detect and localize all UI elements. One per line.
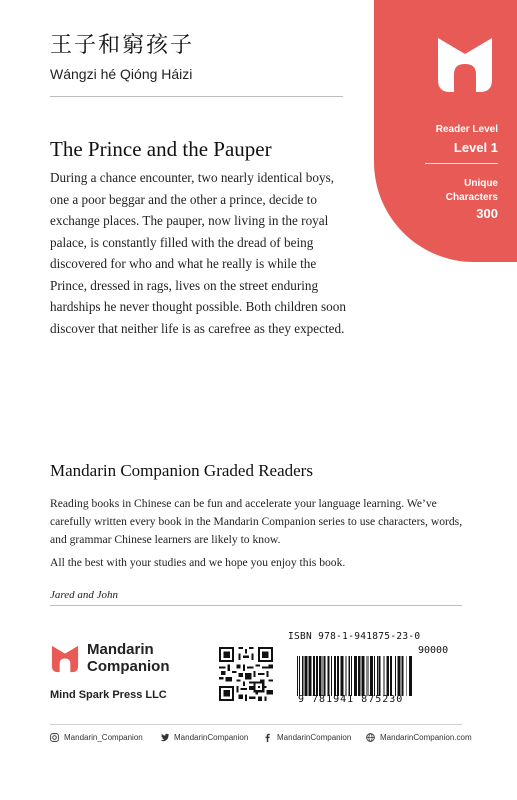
book-title: The Prince and the Pauper [50,137,272,161]
barcode-bars [296,656,456,696]
price-code: 90000 [418,645,449,656]
qr-code[interactable] [219,647,273,701]
social-facebook[interactable]: MandarinCompanion [263,730,351,744]
series-wishes: All the best with your studies and we hope you enjoy this book. [50,556,346,569]
mandarin-companion-logo-icon [434,34,496,96]
section-divider [50,605,462,606]
pinyin-title: Wángzi hé Qióng Háizi [50,66,193,82]
series-title: Mandarin Companion Graded Readers [50,461,313,480]
brand-logo-icon [50,644,80,674]
isbn-number: ISBN 978-1-941875-23-0 [288,631,421,642]
instagram-icon [50,733,59,742]
chinese-title: 王子和窮孩子 [50,33,195,58]
tab-divider [425,163,498,164]
ean-number: 9 781941 875230 [298,694,404,705]
unique-characters-label: Unique Characters [445,178,498,203]
brand-name: Mandarin Companion [87,641,170,675]
facebook-icon [263,733,272,742]
series-paragraph: Reading books in Chinese can be fun and accelerate your language learning. We’ve carefully written every book in the Mandarin Companion series to use characters, words, and grammar Chinese learners are likely to know. [50,497,463,546]
book-blurb: During a chance encounter, two nearly identical boys, one a poor beggar and the other a prince, decide to exchange places. The pauper, now living in the royal palace, is constantly filled with the dread of being discovered for who and what he really is while the Prince, dressed in rags, lives on the street enduring hardships he never thought possible. Both children soon discover that neither life is as carefree as they expected. [50,170,346,336]
social-instagram[interactable]: Mandarin_Companion [50,730,143,744]
title-divider [50,96,343,97]
globe-icon [366,733,375,742]
publisher-name: Mind Spark Press LLC [50,689,167,701]
unique-characters-value: 300 [476,206,498,221]
footer-divider [50,724,462,725]
social-twitter[interactable]: MandarinCompanion [160,730,248,744]
reader-level-value: Level 1 [453,140,498,155]
reader-level-label: Reader Level [435,124,498,135]
signature: Jared and John [50,589,119,601]
social-website[interactable]: MandarinCompanion.com [366,730,472,744]
twitter-icon [160,733,169,742]
